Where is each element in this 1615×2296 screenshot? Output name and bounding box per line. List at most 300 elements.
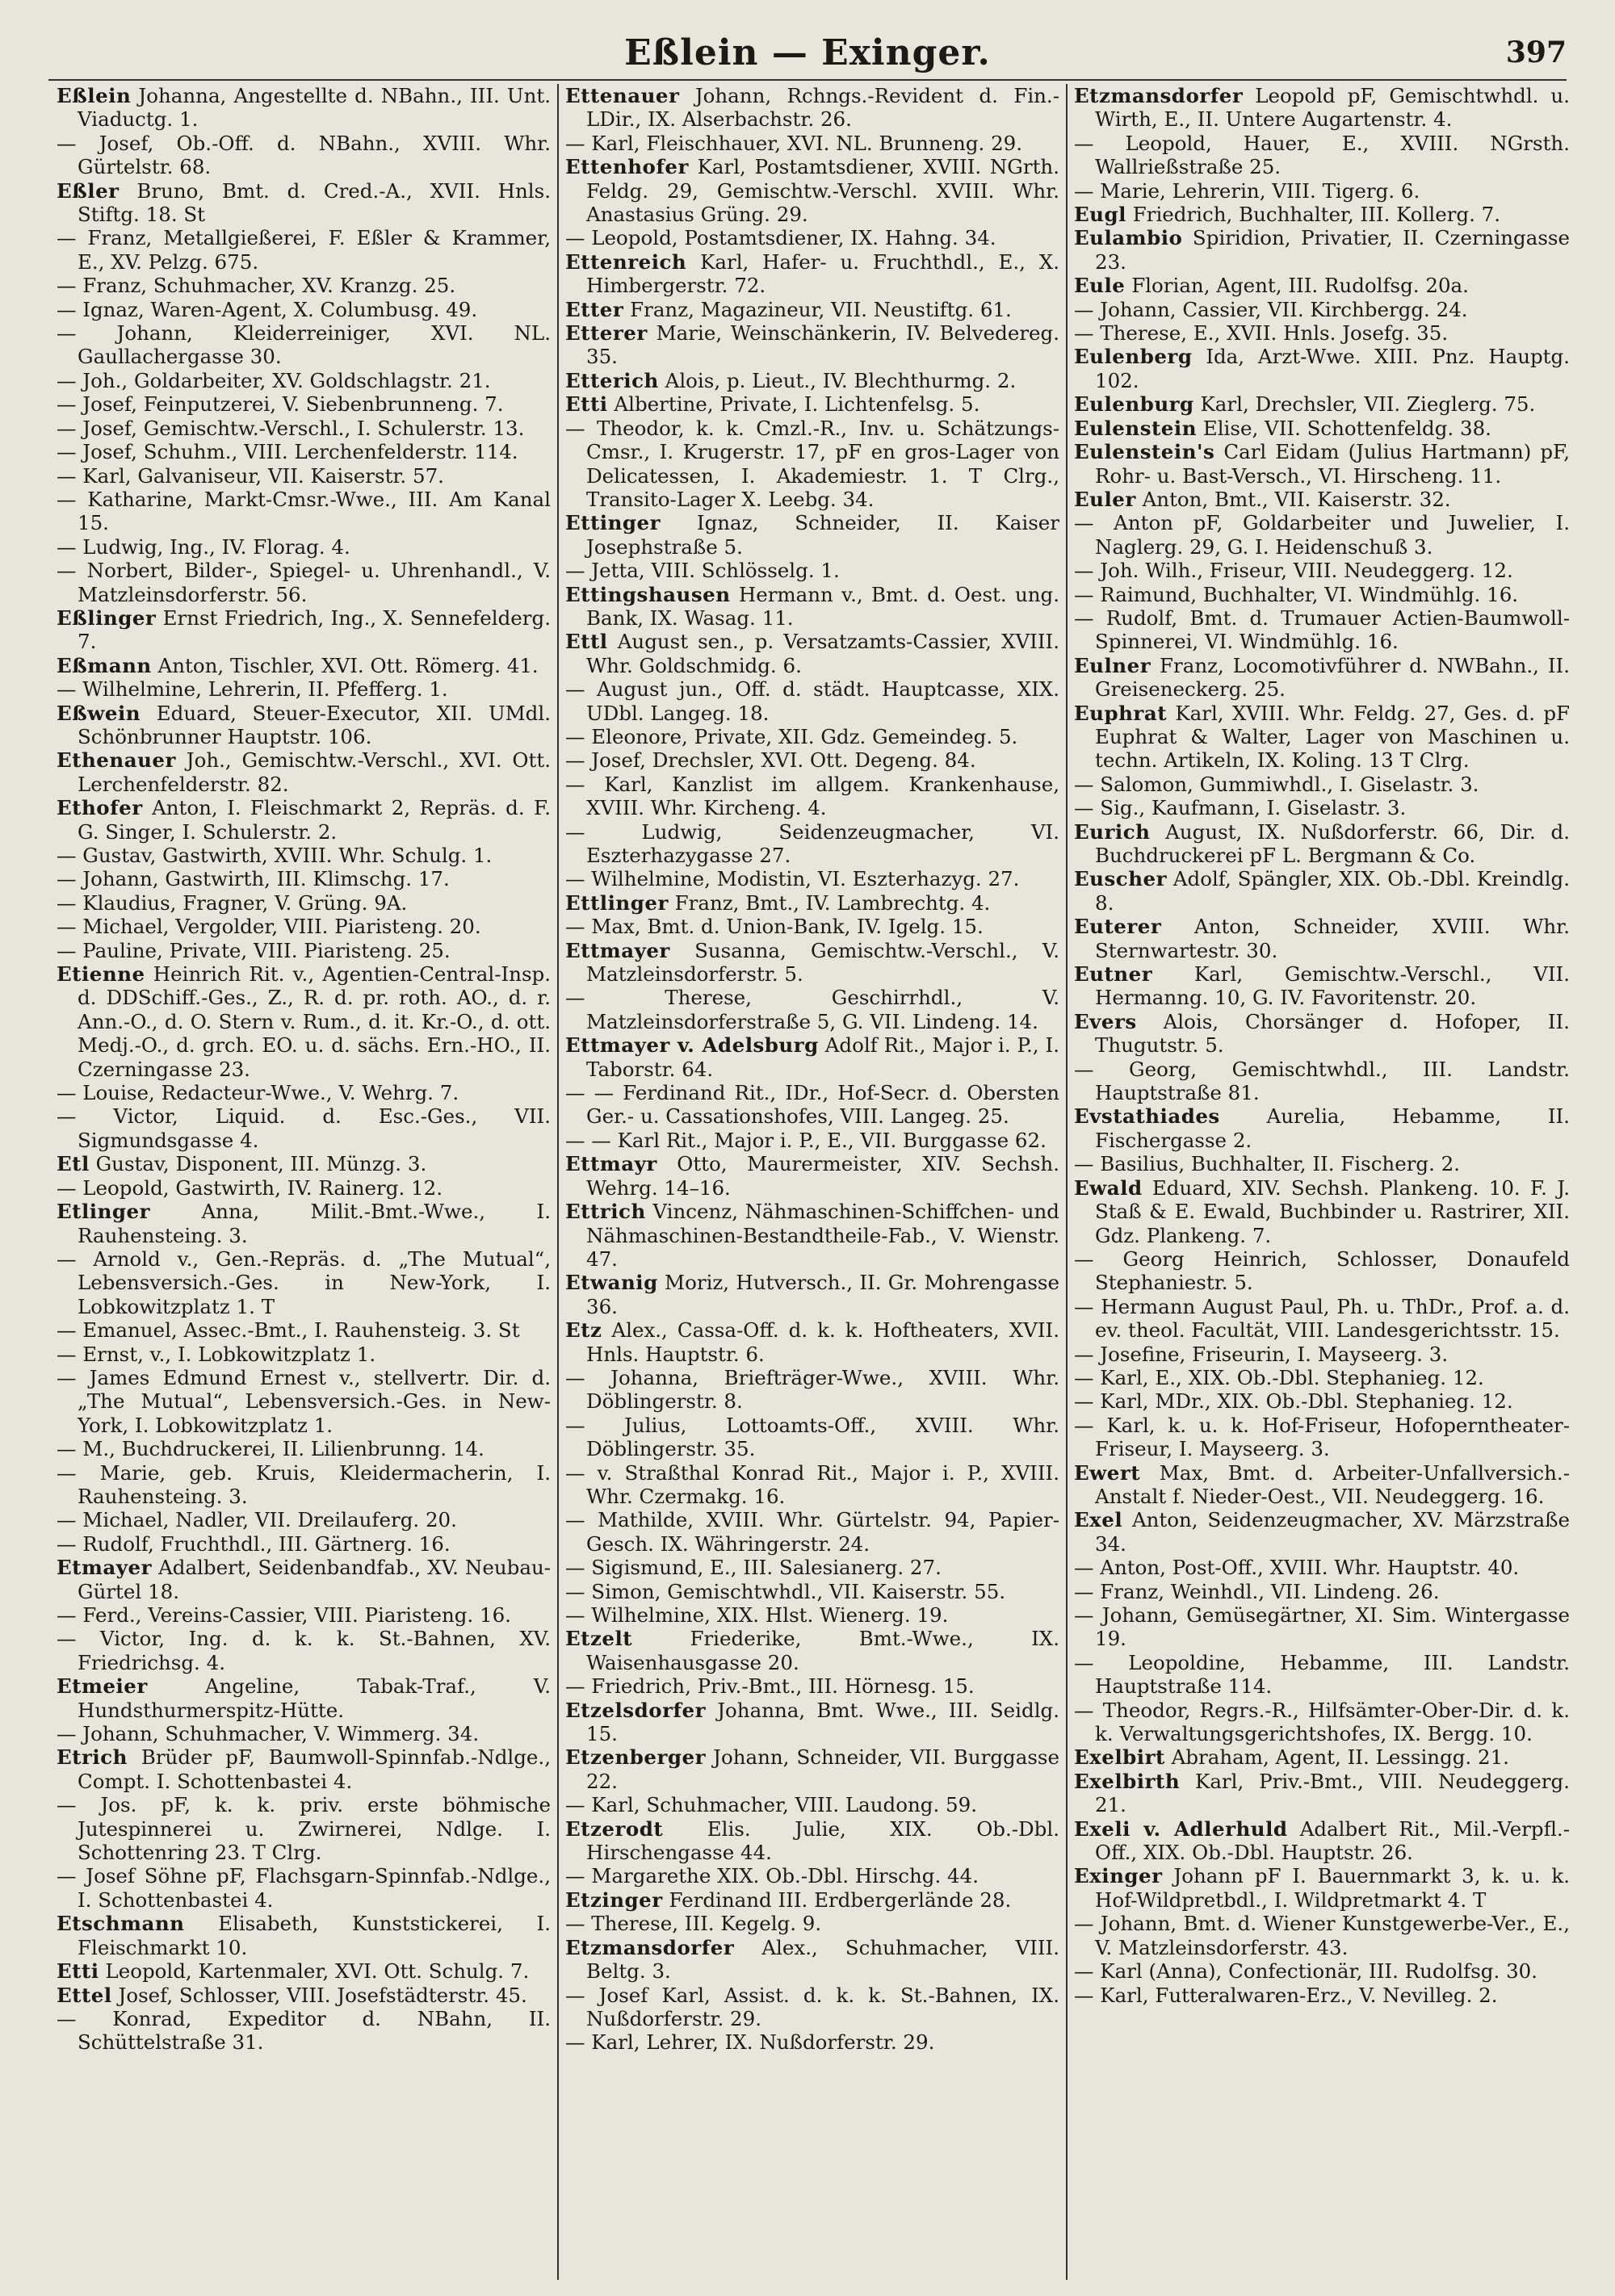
entry-details: Eduard, Steuer-Executor, XII. UMdl. Schönbrunner Hauptstr. 106. xyxy=(78,701,551,748)
entry-details: — Gustav, Gastwirth, XVIII. Whr. Schulg. 1. xyxy=(57,844,493,867)
directory-entry xyxy=(57,226,551,274)
entry-details: — Simon, Gemischtwhdl., VII. Kaiserstr. 55. xyxy=(565,1579,1006,1603)
entry-details: — Ferd., Vereins-Cassier, VIII. Piaristeng. 16. xyxy=(57,1603,511,1627)
directory-entry xyxy=(565,1817,1059,1865)
entry-details: Anton, Tischler, XVI. Ott. Römerg. 41. xyxy=(157,653,539,677)
directory-entry xyxy=(1074,203,1570,226)
entry-surname: Eugl xyxy=(1074,203,1126,227)
entry-details: — Leopoldine, Hebamme, III. Landstr. Hauptstraße 114. xyxy=(1074,1650,1570,1699)
directory-entry xyxy=(1074,606,1570,654)
entry-surname: Exelbirt xyxy=(1074,1745,1165,1770)
entry-surname: Etti xyxy=(565,392,608,417)
entry-surname: Etterich xyxy=(565,368,659,392)
directory-entry xyxy=(565,1864,1059,1887)
directory-entry xyxy=(1074,702,1570,773)
entry-details: August, IX. Nußdorferstr. 66, Dir. d. Buchdruckerei pF L. Bergmann & Co. xyxy=(1095,819,1570,867)
directory-entry xyxy=(57,915,551,938)
entry-details: Joh., Gemischtw.-Verschl., XVI. Ott. Lerchenfelderstr. 82. xyxy=(78,748,551,796)
entry-details: — Konrad, Expeditor d. NBahn, II. Schüttelstraße 31. xyxy=(57,2006,551,2055)
directory-entry xyxy=(57,1081,551,1104)
entry-details: Anton, Bmt., VII. Kaiserstr. 32. xyxy=(1142,487,1451,511)
directory-entry xyxy=(57,1247,551,1318)
directory-entry xyxy=(565,939,1059,987)
entry-details: — Sigismund, E., III. Salesianerg. 27. xyxy=(565,1556,942,1580)
entry-details: Karl, Drechsler, VII. Zieglerg. 75. xyxy=(1200,392,1536,417)
directory-entry xyxy=(565,748,1059,772)
entry-details: Elisabeth, Kunststickerei, I. Fleischmarkt 10. xyxy=(78,1912,551,1959)
entry-surname: Exinger xyxy=(1074,1864,1163,1888)
entry-details: — Karl, E., XIX. Ob.-Dbl. Stephanieg. 12. xyxy=(1074,1365,1484,1389)
entry-details: Karl, Postamtsdiener, XVIII. NGrth. Feldg. 29, Gemischtw.-Verschl. XVIII. Whr. Anastasius Grüng. 29. xyxy=(586,155,1059,227)
entry-surname: Etti xyxy=(57,1959,99,1984)
directory-entry xyxy=(1074,132,1570,179)
entry-surname: Eurich xyxy=(1074,819,1151,844)
entry-surname: Etzenberger xyxy=(565,1745,707,1770)
directory-entry xyxy=(1074,1959,1570,1983)
entry-surname: Eßmann xyxy=(57,653,152,677)
entry-details: — Karl, MDr., XIX. Ob.-Dbl. Stephanieg. 12. xyxy=(1074,1389,1513,1414)
entry-details: — Salomon, Gummiwhdl., I. Giselastr. 3. xyxy=(1074,772,1479,796)
directory-entry xyxy=(57,1674,551,1722)
directory-entry xyxy=(57,464,551,488)
entry-details: — Wilhelmine, Lehrerin, II. Pfefferg. 1. xyxy=(57,677,448,702)
entry-details: Brüder pF, Baumwoll-Spinnfab.-Ndlge., Compt. I. Schottenbastei 4. xyxy=(78,1745,551,1793)
entry-details: — Franz, Metallgießerei, F. Eßler & Krammer, E., XV. Pelzg. 675. xyxy=(57,226,551,274)
entry-details: Albertine, Private, I. Lichtenfelsg. 5. xyxy=(614,392,980,417)
entry-details: Hermann v., Bmt. d. Oest. ung. Bank, IX. Wasag. 11. xyxy=(586,582,1059,630)
entry-details: — Johann, Gastwirth, III. Klimschg. 17. xyxy=(57,867,450,891)
entry-details: Spiridion, Privatier, II. Czerningasse 23. xyxy=(1095,226,1570,274)
directory-entry xyxy=(565,867,1059,890)
directory-entry xyxy=(565,1081,1059,1129)
entry-details: — Ernst, v., I. Lobkowitzplatz 1. xyxy=(57,1342,376,1366)
directory-entry xyxy=(565,1603,1059,1627)
entry-details: Ida, Arzt-Wwe. XIII. Pnz. Hauptg. 102. xyxy=(1095,345,1570,392)
entry-details: Carl Eidam (Julius Hartmann) pF, Rohr- u. Bast-Versch., VI. Hirscheng. 11. xyxy=(1095,440,1570,488)
entry-details: — Karl, Schuhmacher, VIII. Laudong. 59. xyxy=(565,1793,977,1817)
entry-details: — Arnold v., Gen.-Repräs. d. „The Mutual“, Lebensversich.-Ges. in New-York, I. Lobkowitzplatz 1. T xyxy=(57,1246,551,1318)
entry-details: — Rudolf, Bmt. d. Trumauer Actien-Baumwoll-Spinnerei, VI. Windmühlg. 16. xyxy=(1074,605,1570,654)
entry-surname: Ettlinger xyxy=(565,890,669,915)
entry-details: Leopold pF, Gemischtwhdl. u. Wirth, E., II. Untere Augartenstr. 4. xyxy=(1095,84,1571,132)
directory-entry xyxy=(1074,226,1570,274)
directory-entry xyxy=(1074,583,1570,606)
entry-details: — Josef, Drechsler, XVI. Ott. Degeng. 84. xyxy=(565,748,976,773)
entry-surname: Ettmayer xyxy=(565,938,670,962)
entry-details: Otto, Maurermeister, XIV. Sechsh. Wehrg. 14–16. xyxy=(586,1152,1059,1200)
page-number: 397 xyxy=(1505,36,1567,69)
entry-details: — Michael, Vergolder, VIII. Piaristeng. 20. xyxy=(57,915,481,939)
entry-details: — Joh., Goldarbeiter, XV. Goldschlagstr. 21. xyxy=(57,368,491,392)
entry-details: — Marie, geb. Kruis, Kleidermacherin, I. Rauhensteing. 3. xyxy=(57,1460,551,1508)
entry-details: — Josef, Feinputzerei, V. Siebenbrunneng. 7. xyxy=(57,392,504,417)
directory-entry xyxy=(1074,1343,1570,1366)
directory-entry xyxy=(57,702,551,749)
directory-entry xyxy=(57,1318,551,1342)
entry-details: — Joh. Wilh., Friseur, VIII. Neudeggerg. 12. xyxy=(1074,559,1513,583)
directory-entry xyxy=(565,1200,1059,1271)
directory-entry xyxy=(1074,1603,1570,1651)
directory-entry xyxy=(565,1627,1059,1674)
entry-surname: Euler xyxy=(1074,487,1136,511)
entry-details: — Karl, Lehrer, IX. Nußdorferstr. 29. xyxy=(565,2030,935,2055)
entry-surname: Ettenauer xyxy=(565,84,680,107)
entry-details: — Leopold, Postamtsdiener, IX. Hahng. 34. xyxy=(565,226,996,250)
entry-details: Johanna, Angestellte d. NBahn., III. Unt. Viaductg. 1. xyxy=(78,84,551,132)
entry-details: Leopold, Kartenmaler, XVI. Ott. Schulg. 7. xyxy=(105,1959,530,1984)
entry-details: — Ignaz, Waren-Agent, X. Columbusg. 49. xyxy=(57,297,478,321)
entry-details: Max, Bmt. d. Arbeiter-Unfallversich.-Anstalt f. Nieder-Oest., VII. Neudeggerg. 16. xyxy=(1095,1460,1570,1508)
entry-details: — v. Straßthal Konrad Rit., Major i. P., XVIII. Whr. Czermakg. 16. xyxy=(565,1460,1059,1508)
entry-surname: Ettrich xyxy=(565,1200,646,1224)
directory-entry xyxy=(57,1627,551,1674)
directory-entry xyxy=(1074,1058,1570,1105)
entry-surname: Eßwein xyxy=(57,701,141,725)
directory-entry xyxy=(565,321,1059,369)
entry-details: — Ludwig, Ing., IV. Florag. 4. xyxy=(57,534,350,559)
entry-details: Anton, Schneider, XVIII. Whr. Sternwartestr. 30. xyxy=(1095,915,1570,962)
entry-details: — Leopold, Gastwirth, IV. Rainerg. 12. xyxy=(57,1175,443,1200)
entry-details: — August jun., Off. d. städt. Hauptcasse, XIX. UDbl. Langeg. 18. xyxy=(565,677,1059,725)
directory-entry xyxy=(57,179,551,227)
entry-details: Adolf Rit., Major i. P., I. Taborstr. 64. xyxy=(586,1033,1059,1081)
directory-entry xyxy=(1074,1817,1570,1865)
directory-entry xyxy=(57,844,551,867)
entry-surname: Etz xyxy=(565,1318,602,1343)
directory-entry xyxy=(57,132,551,179)
entry-surname: Eutner xyxy=(1074,962,1153,987)
directory-entry xyxy=(565,1152,1059,1200)
directory-entry xyxy=(57,1912,551,1959)
entry-surname: Eßler xyxy=(57,178,120,203)
entry-details: — Theodor, k. k. Cmzl.-R., Inv. u. Schätzungs-Cmsr., I. Krugerstr. 17, pF en gros-Lager von Delicatessen, I. Akademiestr. 1. T Clrg., Transito-Lager X. Leebg. 34. xyxy=(565,416,1059,511)
directory-entry xyxy=(57,440,551,463)
column-3 xyxy=(1068,84,1576,2280)
directory-entry xyxy=(565,1699,1059,1746)
directory-entry xyxy=(1074,321,1570,345)
directory-entry xyxy=(57,1461,551,1509)
directory-entry xyxy=(1074,962,1570,1010)
entry-details: — Klaudius, Fragner, V. Grüng. 9A. xyxy=(57,890,408,915)
entry-details: — Therese, Geschirrhdl., V. Matzleinsdorferstraße 5, G. VII. Lindeng. 14. xyxy=(565,986,1059,1033)
entry-surname: Eßlein xyxy=(57,84,132,107)
entry-details: — Rudolf, Fruchthdl., III. Gärtnerg. 16. xyxy=(57,1531,451,1556)
entry-details: — Friedrich, Priv.-Bmt., III. Hörnesg. 15. xyxy=(565,1674,975,1699)
entry-details: Anton, Seidenzeugmacher, XV. Märzstraße 34. xyxy=(1095,1508,1570,1556)
directory-columns xyxy=(50,84,1576,2280)
directory-entry xyxy=(57,1437,551,1460)
directory-entry xyxy=(565,820,1059,868)
directory-entry xyxy=(565,1745,1059,1793)
directory-entry xyxy=(57,1176,551,1200)
directory-entry xyxy=(565,1888,1059,1912)
entry-details: Anna, Milit.-Bmt.-Wwe., I. Rauhensteing. 3. xyxy=(78,1200,551,1247)
directory-entry xyxy=(1074,796,1570,819)
entry-details: — Anton, Post-Off., XVIII. Whr. Hauptstr. 40. xyxy=(1074,1556,1520,1580)
directory-entry xyxy=(1074,1152,1570,1175)
entry-details: — Michael, Nadler, VII. Dreilauferg. 20. xyxy=(57,1508,457,1532)
directory-entry xyxy=(57,274,551,297)
entry-details: — Wilhelmine, Modistin, VI. Eszterhazyg. 27. xyxy=(565,867,1020,891)
entry-details: Karl, XVIII. Whr. Feldg. 27, Ges. d. pF Euphrat & Walter, Lager von Maschinen u. techn. Artikeln, IX. Koling. 13 T Clrg. xyxy=(1095,701,1570,773)
directory-entry xyxy=(57,939,551,962)
directory-entry xyxy=(57,962,551,1081)
entry-surname: Ettenhofer xyxy=(565,155,689,179)
entry-details: — Louise, Redacteur-Wwe., V. Wehrg. 7. xyxy=(57,1081,459,1105)
entry-details: — Josef, Gemischtw.-Verschl., I. Schulerstr. 13. xyxy=(57,416,525,440)
directory-entry xyxy=(57,1200,551,1247)
entry-details: — Franz, Schuhmacher, XV. Kranzg. 25. xyxy=(57,274,456,298)
entry-details: Bruno, Bmt. d. Cred.-A., XVII. Hnls. Stiftg. 18. St xyxy=(78,178,551,227)
entry-details: — Josefine, Friseurin, I. Mayseerg. 3. xyxy=(1074,1342,1449,1366)
directory-entry xyxy=(565,773,1059,820)
entry-details: Ernst Friedrich, Ing., X. Sennefelderg. 7. xyxy=(78,605,551,654)
entry-surname: Eulenstein xyxy=(1074,416,1198,440)
entry-details: — Max, Bmt. d. Union-Bank, IV. Igelg. 15. xyxy=(565,915,984,939)
directory-entry xyxy=(565,1414,1059,1461)
page-title: Eßlein — Exinger. xyxy=(624,32,991,73)
directory-entry xyxy=(565,298,1059,321)
entry-surname: Etzmansdorfer xyxy=(565,1935,735,1959)
entry-details: Johann pF I. Bauernmarkt 3, k. u. k. Hof-Wildpretbdl., I. Wildpretmarkt 4. T xyxy=(1095,1864,1570,1912)
entry-details: — Josef Söhne pF, Flachsgarn-Spinnfab.-Ndlge., I. Schottenbastei 4. xyxy=(57,1864,551,1912)
directory-entry xyxy=(57,321,551,369)
directory-entry xyxy=(57,488,551,535)
directory-entry xyxy=(1074,1508,1570,1556)
directory-entry xyxy=(57,1984,551,2007)
entry-surname: Etlinger xyxy=(57,1200,151,1224)
entry-details: Johann, Rchngs.-Revident d. Fin.-LDir., IX. Alserbachstr. 26. xyxy=(586,84,1059,132)
directory-entry xyxy=(1074,84,1570,132)
entry-surname: Ettmayr xyxy=(565,1152,657,1176)
directory-entry xyxy=(565,250,1059,298)
directory-entry xyxy=(1074,511,1570,559)
entry-details: — Georg, Gemischtwhdl., III. Landstr. Hauptstraße 81. xyxy=(1074,1057,1570,1105)
directory-entry xyxy=(565,155,1059,226)
entry-details: — Josef Karl, Assist. d. k. k. St.-Bahnen, IX. Nußdorferstr. 29. xyxy=(565,1983,1059,2030)
entry-details: Aurelia, Hebamme, II. Fischergasse 2. xyxy=(1095,1104,1570,1152)
entry-details: — Karl, k. u. k. Hof-Friseur, Hofoperntheater-Friseur, I. Mayseerg. 3. xyxy=(1074,1413,1570,1461)
entry-surname: Ewert xyxy=(1074,1460,1141,1485)
directory-entry xyxy=(1074,1864,1570,1912)
directory-entry xyxy=(57,1745,551,1793)
entry-details: Gustav, Disponent, III. Münzg. 3. xyxy=(95,1152,427,1176)
entry-details: Karl, Gemischtw.-Verschl., VII. Hermanng. 10, G. IV. Favoritenstr. 20. xyxy=(1095,962,1570,1010)
directory-entry xyxy=(565,226,1059,249)
directory-entry xyxy=(565,677,1059,725)
directory-entry xyxy=(1074,1912,1570,1959)
entry-details: Adolf, Spängler, XIX. Ob.-Dbl. Kreindlg. 8. xyxy=(1095,867,1570,915)
entry-details: — Hermann August Paul, Ph. u. ThDr., Prof. a. d. ev. theol. Facultät, VIII. Landesgerichtsstr. 15. xyxy=(1074,1294,1570,1343)
entry-surname: Etter xyxy=(565,297,624,321)
directory-entry xyxy=(57,535,551,559)
entry-details: — Norbert, Bilder-, Spiegel- u. Uhrenhandl., V. Matzleinsdorferstr. 56. xyxy=(57,559,551,606)
entry-surname: Ettel xyxy=(57,1983,112,2007)
directory-entry xyxy=(57,1959,551,1983)
entry-details: — Margarethe XIX. Ob.-Dbl. Hirschg. 44. xyxy=(565,1864,979,1888)
directory-entry xyxy=(565,915,1059,938)
directory-entry xyxy=(565,1508,1059,1556)
directory-entry xyxy=(565,1984,1059,2031)
entry-details: Karl, Priv.-Bmt., VIII. Neudeggerg. 21. xyxy=(1095,1769,1570,1817)
directory-entry xyxy=(1074,867,1570,915)
directory-entry xyxy=(57,1722,551,1745)
entry-details: Franz, Magazineur, VII. Neustiftg. 61. xyxy=(630,297,1012,321)
directory-entry xyxy=(57,867,551,890)
entry-details: — James Edmund Ernest v., stellvertr. Dir. d. „The Mutual“, Lebensversich.-Ges. in New-York, I. Lobkowitzplatz 1. xyxy=(57,1365,551,1437)
entry-details: — Karl, Kanzlist im allgem. Krankenhause, XVIII. Whr. Kircheng. 4. xyxy=(565,772,1059,820)
entry-details: — Georg Heinrich, Schlosser, Donaufeld Stephaniestr. 5. xyxy=(1074,1246,1570,1295)
entry-details: — Karl, Galvaniseur, VII. Kaiserstr. 57. xyxy=(57,463,444,488)
directory-entry xyxy=(1074,1580,1570,1603)
directory-entry xyxy=(565,1556,1059,1579)
entry-surname: Etzmansdorfer xyxy=(1074,84,1244,107)
directory-entry xyxy=(1074,179,1570,203)
entry-details: — Victor, Liquid. d. Esc.-Ges., VII. Sigmundsgasse 4. xyxy=(57,1104,551,1152)
directory-entry xyxy=(565,559,1059,582)
directory-entry xyxy=(1074,1414,1570,1461)
entry-details: — Johann, Bmt. d. Wiener Kunstgewerbe-Ver., E., V. Matzleinsdorferstr. 43. xyxy=(1074,1912,1570,1959)
entry-surname: Ettl xyxy=(565,630,608,654)
entry-details: Ignaz, Schneider, II. Kaiser Josephstraße 5. xyxy=(586,511,1059,559)
directory-entry xyxy=(565,986,1059,1033)
directory-entry xyxy=(57,2007,551,2055)
entry-details: — Anton pF, Goldarbeiter und Juwelier, I. Naglerg. 29, G. I. Heidenschuß 3. xyxy=(1074,511,1570,559)
entry-details: Vincenz, Nähmaschinen-Schiffchen- und Nähmaschinen-Bestandtheile-Fab., V. Wienstr. 47. xyxy=(586,1200,1059,1271)
directory-entry xyxy=(565,1129,1059,1152)
directory-entry xyxy=(1074,915,1570,962)
entry-surname: Eulenberg xyxy=(1074,345,1193,369)
entry-details: Alex., Cassa-Off. d. k. k. Hoftheaters, XVII. Hnls. Hauptstr. 6. xyxy=(586,1318,1059,1366)
directory-entry xyxy=(565,84,1059,132)
entry-surname: Evstathiades xyxy=(1074,1104,1220,1129)
entry-surname: Etmeier xyxy=(57,1674,148,1699)
entry-details: — Johanna, Briefträger-Wwe., XVIII. Whr. Döblingerstr. 8. xyxy=(565,1365,1059,1414)
entry-details: — Karl, Futteralwaren-Erz., V. Nevilleg. 2. xyxy=(1074,1983,1498,2007)
directory-entry xyxy=(565,1366,1059,1414)
entry-details: — Therese, E., XVII. Hnls. Josefg. 35. xyxy=(1074,321,1449,346)
directory-entry xyxy=(565,369,1059,392)
directory-entry xyxy=(1074,1389,1570,1413)
entry-details: Ferdinand III. Erdbergerlände 28. xyxy=(669,1887,1012,1912)
entry-details: — Johann, Schuhmacher, V. Wimmerg. 34. xyxy=(57,1722,480,1746)
directory-entry xyxy=(57,1152,551,1175)
directory-entry xyxy=(565,417,1059,512)
entry-surname: Etzelsdorfer xyxy=(565,1698,707,1722)
entry-details: Angeline, Tabak-Traf., V. Hundsthurmerspitz-Hütte. xyxy=(78,1674,551,1722)
entry-details: — Mathilde, XVIII. Whr. Gürtelstr. 94, Papier-Gesch. IX. Währingerstr. 24. xyxy=(565,1508,1059,1556)
entry-details: — Karl, Fleischhauer, XVI. NL. Brunneng. 29. xyxy=(565,131,1023,155)
directory-entry xyxy=(565,583,1059,631)
entry-details: — Jos. pF, k. k. priv. erste böhmische Jutespinnerei u. Zwirnerei, Ndlge. I. Schottenring 23. T Clrg. xyxy=(57,1793,551,1865)
entry-surname: Evers xyxy=(1074,1009,1137,1033)
entry-details: Franz, Locomotivführer d. NWBahn., II. Greiseneckerg. 25. xyxy=(1095,653,1570,702)
directory-entry xyxy=(1074,417,1570,440)
directory-entry xyxy=(565,1271,1059,1318)
directory-entry xyxy=(565,891,1059,915)
directory-entry xyxy=(1074,1745,1570,1769)
directory-entry xyxy=(57,369,551,392)
entry-details: Franz, Bmt., IV. Lambrechtg. 4. xyxy=(674,890,991,915)
entry-details: — Victor, Ing. d. k. k. St.-Bahnen, XV. Friedrichsg. 4. xyxy=(57,1627,551,1674)
entry-details: Karl, Hafer- u. Fruchthdl., E., X. Himbergerstr. 72. xyxy=(586,249,1059,298)
directory-entry xyxy=(565,1033,1059,1081)
entry-surname: Ettenreich xyxy=(565,249,687,274)
entry-details: Anton, I. Fleischmarkt 2, Repräs. d. F. G. Singer, I. Schulerstr. 2. xyxy=(78,796,551,844)
directory-entry xyxy=(1074,1984,1570,2007)
entry-details: Adalbert, Seidenbandfab., XV. Neubau-Gürtel 18. xyxy=(78,1556,551,1603)
entry-details: — Jetta, VIII. Schlösselg. 1. xyxy=(565,559,840,583)
entry-surname: Ethofer xyxy=(57,796,143,820)
column-1 xyxy=(50,84,559,2280)
entry-details: — Ludwig, Seidenzeugmacher, VI. Eszterhazygasse 27. xyxy=(565,819,1059,867)
directory-entry xyxy=(565,1461,1059,1509)
directory-entry xyxy=(565,1318,1059,1366)
entry-surname: Etschmann xyxy=(57,1912,185,1936)
entry-details: — Johann, Cassier, VII. Kirchbergg. 24. xyxy=(1074,297,1468,321)
directory-entry xyxy=(1074,1770,1570,1817)
directory-entry xyxy=(57,392,551,416)
entry-details: — Pauline, Private, VIII. Piaristeng. 25. xyxy=(57,938,451,962)
entry-surname: Euscher xyxy=(1074,867,1168,891)
entry-surname: Exelbirth xyxy=(1074,1769,1181,1793)
entry-details: Adalbert Rit., Mil.-Verpfl.-Off., XIX. Ob.-Dbl. Hauptstr. 26. xyxy=(1095,1816,1570,1865)
entry-details: — Sig., Kaufmann, I. Giselastr. 3. xyxy=(1074,796,1407,820)
entry-details: — — Karl Rit., Major i. P., E., VII. Burggasse 62. xyxy=(565,1128,1047,1152)
directory-entry xyxy=(1074,298,1570,321)
entry-details: — Katharine, Markt-Cmsr.-Wwe., III. Am Kanal 15. xyxy=(57,487,551,535)
entry-details: — Johann, Kleiderreiniger, XVI. NL. Gaullachergasse 30. xyxy=(57,321,551,369)
directory-entry xyxy=(1074,1556,1570,1579)
entry-surname: Eßlinger xyxy=(57,605,157,630)
entry-details: Marie, Weinschänkerin, IV. Belvedereg. 35. xyxy=(586,321,1059,369)
directory-entry xyxy=(1074,1295,1570,1343)
entry-details: — Franz, Weinhdl., VII. Lindeng. 26. xyxy=(1074,1579,1440,1603)
entry-details: — Basilius, Buchhalter, II. Fischerg. 2. xyxy=(1074,1152,1461,1176)
entry-details: — Wilhelmine, XIX. Hlst. Wienerg. 19. xyxy=(565,1603,949,1627)
entry-details: — — Ferdinand Rit., IDr., Hof-Secr. d. Obersten Ger.- u. Cassationshofes, VIII. Langeg. 25. xyxy=(565,1081,1059,1129)
directory-entry xyxy=(1074,392,1570,416)
entry-surname: Eulner xyxy=(1074,653,1151,677)
directory-entry xyxy=(57,417,551,440)
directory-entry xyxy=(1074,1699,1570,1746)
header-rule xyxy=(48,79,1567,81)
entry-details: Florian, Agent, III. Rudolfsg. 20a. xyxy=(1131,274,1469,298)
entry-surname: Etienne xyxy=(57,962,145,987)
entry-details: Elis. Julie, XIX. Ob.-Dbl. Hirschengasse 44. xyxy=(586,1816,1059,1865)
directory-entry xyxy=(1074,1176,1570,1247)
directory-entry xyxy=(565,132,1059,155)
directory-entry xyxy=(1074,488,1570,511)
directory-entry xyxy=(565,392,1059,416)
directory-entry xyxy=(1074,1651,1570,1699)
directory-entry xyxy=(57,891,551,915)
entry-details: Johann, Schneider, VII. Burggasse 22. xyxy=(586,1745,1059,1793)
entry-details: — Emanuel, Assec.-Bmt., I. Rauhensteig. 3. St xyxy=(57,1318,520,1343)
directory-entry xyxy=(565,725,1059,748)
entry-details: Elise, VII. Schottenfeldg. 38. xyxy=(1202,416,1491,440)
directory-entry xyxy=(57,654,551,677)
entry-surname: Euphrat xyxy=(1074,701,1168,725)
entry-surname: Etmayer xyxy=(57,1556,153,1580)
directory-entry xyxy=(57,1508,551,1531)
directory-entry xyxy=(57,606,551,654)
entry-details: — Marie, Lehrerin, VIII. Tigerg. 6. xyxy=(1074,178,1420,203)
entry-surname: Etzinger xyxy=(565,1887,663,1912)
entry-surname: Etterer xyxy=(565,321,648,346)
entry-details: Alex., Schuhmacher, VIII. Beltg. 3. xyxy=(586,1935,1060,1984)
directory-entry xyxy=(565,1936,1059,1984)
